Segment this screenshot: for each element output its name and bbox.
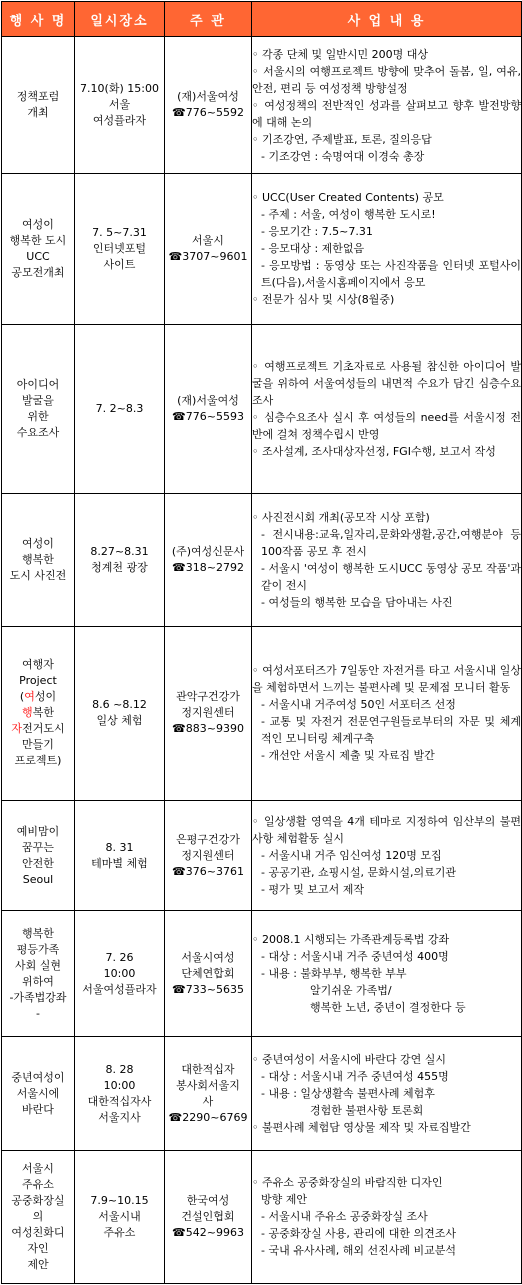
header-date-place: 일시장소 xyxy=(75,2,165,37)
event-name-line: 개최 xyxy=(27,106,49,120)
date-place-cell xyxy=(75,1150,165,1283)
description-bullet: ◦ 여행프로젝트 기초자료로 사용될 참신한 아이디어 발굴을 위하여 서울여성들의 내면적 수요가 담긴 심층수요조사 xyxy=(252,359,521,407)
header-description: 사 업 내 용 xyxy=(252,2,522,37)
date-place-cell xyxy=(75,1037,165,1151)
highlight-letter: 자 xyxy=(11,722,23,736)
event-name-line: 공모전개최 xyxy=(11,265,65,279)
description-bullet: ◦ 여성정책의 전반적인 성과를 살펴보고 향후 발전방향에 대해 논의 xyxy=(252,98,521,129)
description-subitem: - 교통 및 자전거 전문연구원들로부터의 자문 및 체계적인 모니터링 체계구축 xyxy=(261,715,521,746)
table-row xyxy=(2,1037,522,1151)
date-place-line: 10:00 xyxy=(103,1078,136,1092)
description-cell xyxy=(252,493,522,626)
description-subitem: - 공중화장실 사용, 관리에 대한 의견조사 xyxy=(261,1227,456,1241)
organizer-line: 정지원센터 xyxy=(181,706,235,720)
description-subitem: 방향 제안 xyxy=(261,1193,308,1207)
event-name-line: 의 xyxy=(32,1209,44,1223)
description-subitem: - 대상 : 서울시내 거주 중년여성 400명 xyxy=(261,950,449,964)
organizer-line: ☎542~9963 xyxy=(172,1225,244,1239)
description-cell xyxy=(252,911,522,1037)
description-subitem: - 공공기관, 쇼핑시설, 문화시설,의료기관 xyxy=(261,866,456,880)
date-place-line: 여성플라자 xyxy=(92,114,147,128)
organizer-line: 대한적십자 xyxy=(181,1062,235,1076)
event-name-cell xyxy=(2,174,75,325)
organizer-line: 단체연합회 xyxy=(181,966,235,980)
event-name-line: 행복한 xyxy=(22,552,54,566)
date-place-line: 서울여성플라자 xyxy=(82,982,157,996)
table-row xyxy=(2,626,522,800)
date-place-line: 주유소 xyxy=(103,1225,136,1239)
header-row xyxy=(2,2,522,37)
organizer-line: 서울시여성 xyxy=(181,950,235,964)
event-name-cell xyxy=(2,1150,75,1283)
table-row xyxy=(2,800,522,911)
organizer-cell xyxy=(165,911,252,1037)
event-name-line: 중년여성이 xyxy=(11,1070,65,1084)
event-name-line: 바란다 xyxy=(22,1102,54,1116)
date-place-cell xyxy=(75,911,165,1037)
description-cell xyxy=(252,800,522,911)
date-place-line: 서울지사 xyxy=(98,1110,141,1124)
event-name-line: Seoul xyxy=(22,872,54,886)
date-place-line: 서울시내 xyxy=(98,1209,141,1223)
organizer-line: (재)서울여성 xyxy=(177,90,239,104)
date-place-cell xyxy=(75,493,165,626)
table-row xyxy=(2,324,522,493)
description-cell xyxy=(252,1037,522,1151)
organizer-line: 은평구건강가 xyxy=(176,832,240,846)
date-place-line: 7. 2~8.3 xyxy=(95,401,144,415)
organizer-line: ☎776~5593 xyxy=(172,409,244,423)
description-subitem: - 서울시 '여성이 행복한 도시UCC 동영상 공모 작품'과 같이 전시 xyxy=(261,561,521,592)
description-subitem: - 전시내용:교육,일자리,문화와생활,공간,여행분야 등 100작품 공모 후 전시 xyxy=(261,527,521,558)
organizer-line: 봉사회서울지 xyxy=(176,1078,240,1092)
event-name-line: 서울시 xyxy=(22,1161,54,1175)
date-place-line: 8. 31 xyxy=(105,840,134,854)
description-subitem: 행복한 노년, 중년이 결정한다 등 xyxy=(310,1001,466,1015)
description-subitem: 경험한 불편사항 토론회 xyxy=(310,1104,424,1118)
date-place-line: 대한적십자사 xyxy=(87,1094,152,1108)
organizer-cell xyxy=(165,800,252,911)
date-place-cell xyxy=(75,37,165,174)
description-bullet: ◦ 일상생활 영역을 4개 테마로 지정하여 임산부의 불편사항 체험활동 실시 xyxy=(252,815,521,846)
organizer-cell xyxy=(165,324,252,493)
event-name-line: 정책포럼 xyxy=(16,90,60,104)
event-name-line: -가족법강좌 xyxy=(9,990,67,1004)
description-bullet: ◦ 여성서포터즈가 7일동안 자전거를 타고 서울시내 일상을 체험하면서 느끼는 불편사례 및 문제점 모니터 활동 xyxy=(252,664,521,695)
description-subitem: 알기쉬운 가족법/ xyxy=(310,984,392,998)
date-place-cell xyxy=(75,626,165,800)
description-bullet: ◦ 주유소 공중화장실의 바람직한 디자인 xyxy=(252,1176,443,1190)
description-bullet: ◦ 사진전시회 개최(공모작 시상 포함) xyxy=(252,510,430,524)
highlight-letter: 여 xyxy=(24,690,35,704)
event-name-line: 수요조사 xyxy=(16,425,60,439)
event-name-line: 여성친화디 xyxy=(11,1225,65,1239)
event-name-cell xyxy=(2,800,75,911)
header-event-name: 행 사 명 xyxy=(2,2,75,37)
highlight-letter: 행 xyxy=(22,706,33,720)
date-place-line: 일상 체험 xyxy=(96,714,143,728)
description-cell xyxy=(252,174,522,325)
event-name-line: 안전한 xyxy=(22,856,54,870)
description-subitem: - 응모기간 : 7.5~7.31 xyxy=(261,225,373,239)
date-place-cell xyxy=(75,800,165,911)
organizer-line: 관악구건강가 xyxy=(176,690,240,704)
organizer-line: 한국여성 xyxy=(186,1193,230,1207)
date-place-line: 인터넷포털 xyxy=(92,241,147,255)
event-name-line: 서울시에 xyxy=(16,1086,60,1100)
date-place-line: 사이트 xyxy=(103,257,136,271)
event-name-cell xyxy=(2,324,75,493)
description-subitem: - 개선안 서울시 제출 및 자료집 발간 xyxy=(261,749,435,763)
date-place-line: 8.6 ~8.12 xyxy=(92,698,147,712)
table-row xyxy=(2,37,522,174)
event-name-line: 위하여 xyxy=(22,974,54,988)
description-bullet: ◦ 불편사례 체험담 영상물 제작 및 자료집발간 xyxy=(252,1121,471,1135)
organizer-line: (재)서울여성 xyxy=(177,393,239,407)
description-bullet: ◦ 중년여성이 서울시에 바란다 강연 실시 xyxy=(252,1053,446,1067)
description-subitem: - 서울시내 거주 임신여성 120명 모집 xyxy=(261,849,442,863)
date-place-line: 7.9~10.15 xyxy=(90,1193,149,1207)
event-table xyxy=(1,1,522,1284)
event-name-line: 여성이 xyxy=(22,217,54,231)
organizer-line: ☎2290~6769 xyxy=(168,1110,248,1124)
event-name-line: Project xyxy=(19,674,57,688)
organizer-line: ☎318~2792 xyxy=(172,560,244,574)
description-subitem: - 응모대상 : 제한없음 xyxy=(261,242,365,256)
date-place-line: 서울 xyxy=(108,98,131,112)
date-place-line: 10:00 xyxy=(103,966,136,980)
organizer-line: ☎733~5635 xyxy=(172,982,244,996)
description-subitem: - 주제 : 서울, 여성이 행복한 도시로! xyxy=(261,208,436,222)
organizer-cell xyxy=(165,1150,252,1283)
event-name-cell xyxy=(2,626,75,800)
organizer-line: 서울시 xyxy=(192,233,224,247)
event-name-cell xyxy=(2,37,75,174)
table-row xyxy=(2,174,522,325)
description-subitem: - 서울시내 주유소 공중화장실 조사 xyxy=(261,1210,428,1224)
organizer-line: 정지원센터 xyxy=(181,848,235,862)
description-cell xyxy=(252,1150,522,1283)
organizer-cell xyxy=(165,626,252,800)
date-place-line: 8.27~8.31 xyxy=(90,544,149,558)
event-name-line: 자인 xyxy=(27,1241,49,1255)
organizer-line: ☎883~9390 xyxy=(172,722,244,736)
event-name-line: 주유소 xyxy=(22,1177,54,1191)
table-row xyxy=(2,1150,522,1283)
description-bullet: ◦ 서울시의 여행프로젝트 방향에 맞추어 돌봄, 일, 여유, 안전, 편리 등 여성정책 방향설정 xyxy=(252,64,521,95)
event-name-line: 공중화장실 xyxy=(11,1193,65,1207)
description-subitem: - 서울시내 거주여성 50인 서포터즈 선정 xyxy=(261,698,456,712)
organizer-line: ☎3707~9601 xyxy=(168,249,248,263)
description-cell xyxy=(252,324,522,493)
event-name-line: 여성이 xyxy=(22,536,54,550)
event-name-line: 도시 사진전 xyxy=(9,568,67,582)
description-bullet: ◦ 각종 단체 및 일반시민 200명 대상 xyxy=(252,47,428,61)
organizer-line: 건설인협회 xyxy=(181,1209,235,1223)
description-cell xyxy=(252,626,522,800)
organizer-cell xyxy=(165,37,252,174)
organizer-cell xyxy=(165,1037,252,1151)
event-name-cell xyxy=(2,911,75,1037)
description-bullet: ◦ UCC(User Created Contents) 공모 xyxy=(252,191,444,205)
organizer-line: 사 xyxy=(202,1094,214,1108)
event-name-line: 발굴을 xyxy=(22,393,54,407)
organizer-line: (주)여성신문사 xyxy=(171,544,245,558)
event-name-line: 행복한 도시 xyxy=(9,233,67,247)
description-subitem: - 국내 유사사례, 해외 선진사례 비교분석 xyxy=(261,1244,456,1258)
date-place-cell xyxy=(75,174,165,325)
description-subitem: - 내용 : 일상생활속 불편사례 체험후 xyxy=(261,1087,435,1101)
description-subitem: - 응모방법 : 동영상 또는 사진작품을 인터넷 포털사이트(다음),서울시홈페이지에서 응모 xyxy=(261,259,521,290)
description-subitem: - 기조강연 : 숙명여대 이경숙 총장 xyxy=(261,149,425,163)
event-name-line: 자전거도시 xyxy=(11,722,65,736)
description-bullet: ◦ 전문가 심사 및 시상(8월중) xyxy=(252,293,395,307)
table-header xyxy=(2,2,522,37)
table-row xyxy=(2,493,522,626)
event-name-line: 아이디어 xyxy=(16,377,60,391)
event-name-cell xyxy=(2,493,75,626)
date-place-line: 7. 5~7.31 xyxy=(92,225,147,239)
event-name-line: 예비맘이 xyxy=(16,824,60,838)
event-name-line: 사회 실현 xyxy=(14,958,61,972)
event-name-line: 만들기 xyxy=(22,738,54,752)
date-place-line: 청계천 광장 xyxy=(91,560,148,574)
description-subitem: - 평가 및 보고서 제작 xyxy=(261,883,364,897)
organizer-line: ☎776~5592 xyxy=(172,106,244,120)
event-name-line: - xyxy=(36,1006,40,1020)
description-bullet: ◦ 2008.1 시행되는 가족관계등록법 강좌 xyxy=(252,933,450,947)
event-name-line: 행복한 xyxy=(22,706,54,720)
date-place-line: 테마별 체험 xyxy=(91,856,148,870)
event-name-line: 행복한 xyxy=(22,926,54,940)
organizer-cell xyxy=(165,493,252,626)
organizer-cell xyxy=(165,174,252,325)
description-bullet: ◦ 심층수요조사 실시 후 여성들의 need를 서울시정 전반에 걸쳐 정책수립시 반영 xyxy=(252,410,521,441)
event-name-line: UCC xyxy=(26,249,50,263)
description-cell xyxy=(252,37,522,174)
event-name-line: 여행자 xyxy=(22,658,54,672)
event-name-line: 꿈꾸는 xyxy=(22,840,54,854)
organizer-line: ☎376~3761 xyxy=(172,864,244,878)
date-place-line: 8. 28 xyxy=(105,1062,134,1076)
header-organizer: 주 관 xyxy=(165,2,252,37)
date-place-line: 7.10(화) 15:00 xyxy=(80,82,159,96)
description-subitem: - 여성들의 행복한 모습을 담아내는 사진 xyxy=(261,595,453,609)
table-row xyxy=(2,911,522,1037)
description-subitem: - 대상 : 서울시내 거주 중년여성 455명 xyxy=(261,1070,449,1084)
date-place-line: 7. 26 xyxy=(105,950,134,964)
description-bullet: ◦ 조사설계, 조사대상자선정, FGI수행, 보고서 작성 xyxy=(252,444,496,458)
table-body xyxy=(2,37,522,1284)
date-place-cell xyxy=(75,324,165,493)
description-bullet: ◦ 기조강연, 주제발표, 토론, 질의응답 xyxy=(252,132,432,146)
event-name-line: 제안 xyxy=(27,1257,49,1271)
event-name-line: 프로젝트) xyxy=(14,754,62,768)
event-name-cell xyxy=(2,1037,75,1151)
event-name-line: 위한 xyxy=(27,409,49,423)
event-name-line: 평등가족 xyxy=(16,942,60,956)
event-name-line: (여성이 xyxy=(19,690,57,704)
description-subitem: - 내용 : 불화부부, 행복한 부부 xyxy=(261,967,407,981)
